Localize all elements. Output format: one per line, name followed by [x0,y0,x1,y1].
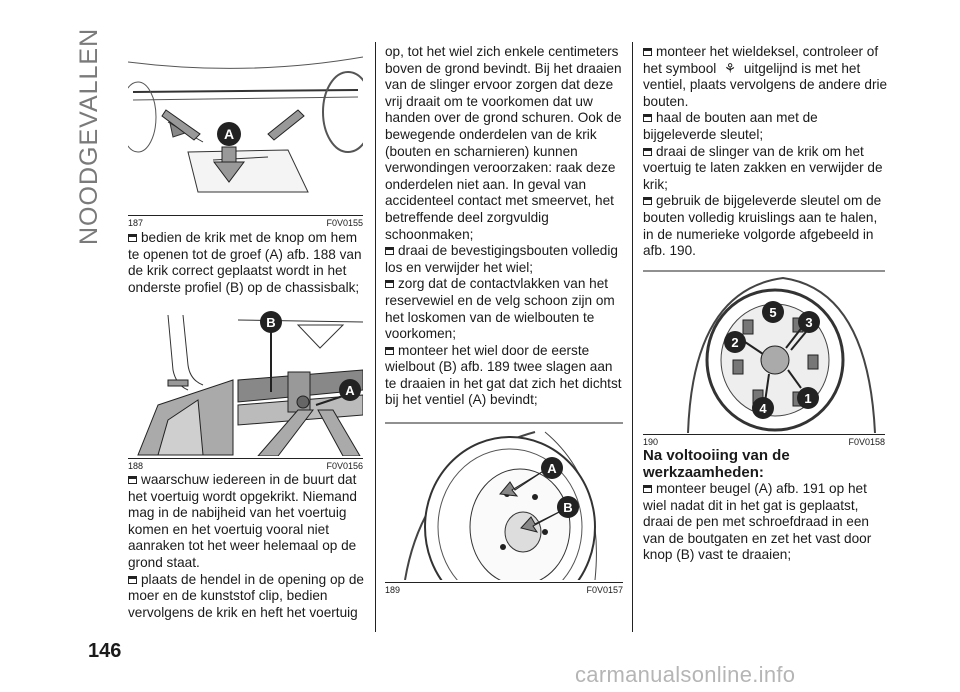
car-sill-illustration [128,42,363,214]
column-divider [375,42,376,632]
bullet-icon [128,234,137,242]
label-4: 4 [759,401,767,416]
figure-caption: 190 F0V0158 [643,434,885,447]
wheel-symbol-icon: ⚘ [723,60,737,76]
label-3: 3 [805,315,813,330]
paragraph: waarschuw iedereen in de buurt dat het voertuig wordt opgekrikt. Niemand mag in de nabijheid van het voertuig komen en het voertuig vooral niet aanraken tot het weer helemaal op de grond staat. [128,472,357,570]
bullet-icon [643,114,652,122]
wheel-bolt-illustration [385,422,623,580]
column-3-text-bottom [643,447,888,564]
figure-caption: 187 F0V0155 [128,215,363,228]
section-title: NOODGEVALLEN [75,27,103,245]
bullet-icon [643,148,652,156]
column-3-text-top [643,44,888,260]
figure-187 [128,42,363,214]
label-b: B [563,500,573,515]
column-1-text-bottom [128,472,368,621]
paragraph: monteer het wiel door de eerste wielbout (B) afb. 189 twee slagen aan te draaien in het gat dat zich het dichtst bij het ventiel (A) bevindt; [385,342,622,408]
paragraph: op, tot het wiel zich enkele centimeters boven de grond bevindt. Bij het draaien van de slinger ervoor zorgen dat deze vrij draait om te voorkomen dat uw handen over de grond schuren. Ook de bewegende onderdelen van de krik (bouten en scharnieren) kunnen verwondingen veroorzaken: raak deze onderdelen niet aan. In geval van accidenteel contact met smeervet, het betreffende deel zorgvuldig schoonmaken; [385,44,622,242]
paragraph: haal de bouten aan met de bijgeleverde sleutel; [643,110,818,142]
figure-188 [128,310,363,456]
bolt-sequence-illustration [643,270,885,433]
label-b: B [266,315,276,330]
column-divider [632,42,633,632]
paragraph: draai de slinger van de krik om het voertuig te laten zakken en verwijder de krik; [643,143,883,192]
bullet-icon [643,197,652,205]
paragraph: monteer het wieldeksel, controleer of het symbool ⚘ uitgelijnd is met het ventiel, plaats vervolgens de andere drie bouten. [643,44,888,109]
bullet-icon [385,280,394,288]
paragraph: draai de bevestigingsbouten volledig los en verwijder het wiel; [385,243,618,275]
paragraph: gebruik de bijgeleverde sleutel om de bouten volledig kruislings aan te halen, in de numerieke volgorde afgebeeld in afb. 190. [643,193,882,259]
bullet-icon [643,485,652,493]
figure-189 [385,422,623,580]
jack-illustration [128,310,363,456]
paragraph: bedien de krik met de knop om hem te openen tot de groef (A) afb. 188 van de krik correct geplaatst wordt in het onderste profiel (B) op de chassisbalk; [128,230,362,295]
column-2-text [385,44,625,409]
label-1: 1 [804,391,812,406]
section-heading: Na voltooiing van de werkzaamheden: [643,447,790,481]
label-5: 5 [769,305,777,320]
label-2: 2 [731,335,739,350]
bullet-icon [385,247,394,255]
paragraph: zorg dat de contactvlakken van het reservewiel en de velg schoon zijn om het loskomen van de wielbouten te voorkomen; [385,276,615,342]
bullet-icon [385,347,394,355]
column-1-text-top [128,230,368,296]
bullet-icon [128,476,137,484]
paragraph: monteer beugel (A) afb. 191 op het wiel nadat dit in het gat is geplaatst, draai de pen met schroefdraad in een van de boutgaten en zet het vast door knop (B) vast te draaien; [643,481,872,563]
figure-caption: 189 F0V0157 [385,582,623,595]
label-a: A [547,461,557,476]
figure-190 [643,270,885,433]
bullet-icon [643,48,652,56]
page-number: 146 [88,640,122,662]
bullet-icon [128,576,137,584]
label-a: A [223,126,235,142]
figure-caption: 188 F0V0156 [128,458,363,471]
watermark: carmanualsonline.info [575,662,796,687]
label-a: A [345,383,355,398]
paragraph: plaats de hendel in de opening op de moer en de kunststof clip, bedien vervolgens de krik en heft het voertuig [128,571,364,620]
